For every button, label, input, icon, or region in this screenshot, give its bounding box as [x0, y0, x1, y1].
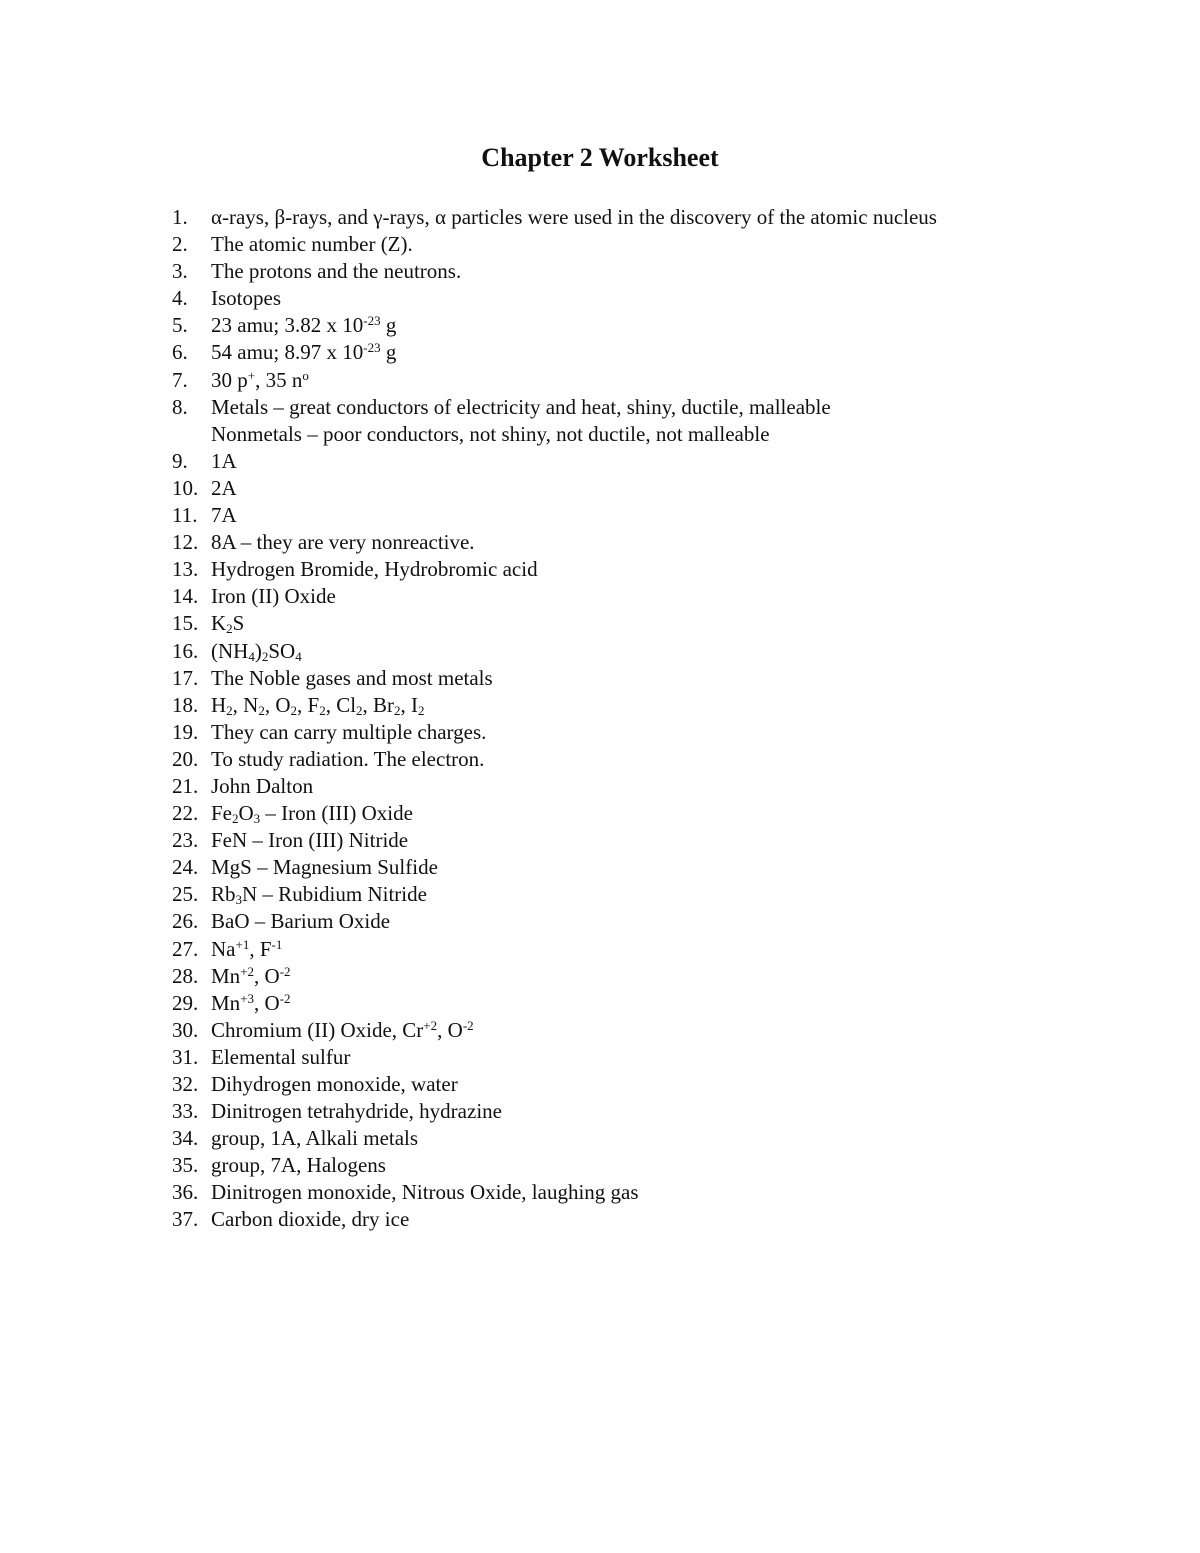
- answer-segment: Mn: [211, 990, 241, 1015]
- answer-text: [211, 610, 244, 637]
- answer-item: [172, 231, 1072, 258]
- answer-segment: , Cl: [325, 692, 357, 717]
- answer-segment: H: [211, 692, 227, 717]
- answer-line: [211, 1044, 350, 1071]
- answer-segment: Iron (II) Oxide: [211, 584, 336, 609]
- subscript: 2: [232, 811, 239, 827]
- answer-text: [211, 936, 282, 963]
- answer-line: [211, 1179, 639, 1206]
- answer-line: [211, 854, 438, 881]
- answer-segment: BaO – Barium Oxide: [211, 909, 391, 934]
- answer-segment: Carbon dioxide, dry ice: [211, 1207, 410, 1232]
- answer-number: 30.: [172, 1017, 199, 1042]
- subscript: 3: [235, 892, 243, 908]
- superscript: -23: [363, 313, 381, 329]
- subscript: 3: [253, 811, 261, 827]
- answer-text: [211, 800, 413, 827]
- answer-item: [172, 881, 1072, 908]
- subscript: 2: [394, 702, 401, 718]
- answer-item: [172, 475, 1072, 502]
- answer-item: [172, 556, 1072, 583]
- answer-item: [172, 692, 1072, 719]
- answer-line: [211, 936, 282, 963]
- answer-line: [211, 231, 413, 258]
- answer-segment: , F: [249, 936, 272, 961]
- answer-text: [211, 583, 336, 610]
- answer-segment: , 35 n: [255, 367, 303, 392]
- answer-text: [211, 448, 237, 475]
- answer-text: [211, 1179, 639, 1206]
- answer-item: [172, 1179, 1072, 1206]
- answer-segment: 2A: [211, 475, 237, 500]
- answer-item: [172, 1206, 1072, 1233]
- answer-text: [211, 556, 538, 583]
- answer-number: 9.: [172, 448, 188, 473]
- answer-item: [172, 746, 1072, 773]
- answer-item: [172, 936, 1072, 963]
- answer-segment: ): [254, 638, 262, 663]
- answer-segment: Dihydrogen monoxide, water: [211, 1072, 458, 1096]
- answer-segment: Chromium (II) Oxide, Cr: [211, 1017, 424, 1042]
- answer-item: [172, 394, 1072, 448]
- answer-segment: Dinitrogen monoxide, Nitrous Oxide, laughing gas: [211, 1180, 639, 1205]
- answer-segment: The atomic number (Z).: [211, 232, 413, 257]
- answer-segment: 7A: [211, 503, 237, 528]
- superscript: -23: [363, 340, 381, 356]
- answer-item: [172, 1071, 1072, 1098]
- answer-text: [211, 367, 309, 394]
- superscript: -1: [271, 936, 283, 952]
- answer-line: [211, 204, 937, 231]
- answer-text: [211, 285, 281, 312]
- answer-number: 31.: [172, 1044, 199, 1069]
- answer-segment: group, 1A, Alkali metals: [211, 1126, 419, 1151]
- answer-segment: Dinitrogen tetrahydride, hydrazine: [211, 1099, 502, 1124]
- answer-segment: , F: [297, 692, 320, 717]
- subscript: 2: [319, 702, 326, 718]
- answer-text: [211, 638, 302, 665]
- answer-text: [211, 529, 475, 556]
- answer-segment: g: [380, 313, 397, 338]
- answer-line: [211, 312, 396, 339]
- answer-list: [172, 204, 1072, 1234]
- answer-segment: , O: [254, 963, 280, 988]
- answer-text: [211, 665, 493, 692]
- answer-segment: 23 amu; 3.82 x 10: [211, 313, 364, 338]
- answer-number: 20.: [172, 746, 199, 771]
- answer-segment: , Br: [362, 692, 395, 717]
- superscript: -2: [279, 990, 291, 1006]
- answer-segment: 8A – they are very nonreactive.: [211, 530, 475, 555]
- answer-line: [211, 475, 237, 502]
- answer-line: [211, 1098, 502, 1125]
- answer-line: [211, 638, 302, 665]
- answer-segment: K: [211, 611, 227, 636]
- answer-segment: α-rays, β-rays, and γ-rays, α particles were used in the discovery of the atomic nucleus: [211, 205, 937, 229]
- answer-line-continued: Nonmetals – poor conductors, not shiny, not ductile, not malleable: [211, 421, 770, 446]
- answer-item: [172, 854, 1072, 881]
- answer-number: 23.: [172, 828, 199, 853]
- subscript: 2: [261, 648, 269, 664]
- answer-number: 37.: [172, 1207, 199, 1232]
- answer-segment: Na: [211, 936, 236, 961]
- answer-text: [211, 854, 438, 881]
- answer-number: 7.: [172, 367, 188, 392]
- page-title: Chapter 2 Worksheet: [481, 143, 719, 172]
- answer-text: [211, 231, 413, 258]
- answer-segment: – Iron (III) Oxide: [260, 801, 413, 826]
- answer-number: 16.: [172, 638, 199, 663]
- answer-line: [211, 529, 475, 556]
- answer-segment: , O: [437, 1017, 463, 1042]
- answer-segment: Elemental sulfur: [211, 1044, 351, 1069]
- answer-line: [211, 665, 493, 692]
- answer-line: [211, 367, 309, 394]
- answer-segment: , O: [254, 990, 280, 1015]
- answer-item: [172, 1017, 1072, 1044]
- subscript: 2: [290, 702, 298, 718]
- answer-item: [172, 610, 1072, 637]
- answer-line: [211, 773, 313, 800]
- answer-text: [211, 773, 313, 800]
- answer-number: 32.: [172, 1072, 199, 1096]
- answer-text: [211, 312, 396, 339]
- answer-text: [211, 881, 427, 908]
- answer-item: [172, 204, 1072, 231]
- answer-number: 34.: [172, 1126, 199, 1151]
- answer-segment: Rb: [211, 882, 236, 907]
- answer-line: [211, 990, 291, 1017]
- answer-segment: , O: [264, 692, 291, 717]
- answer-line: [211, 719, 486, 746]
- answer-text: [211, 827, 408, 854]
- answer-item: [172, 827, 1072, 854]
- answer-segment: Metals – great conductors of electricity and heat, shiny, ductile, malleable: [211, 394, 831, 419]
- answer-line: [211, 610, 244, 637]
- answer-number: 8.: [172, 394, 188, 419]
- answer-text: [211, 990, 291, 1017]
- answer-segment: O: [238, 801, 254, 826]
- answer-number: 28.: [172, 963, 199, 988]
- answer-segment: They can carry multiple charges.: [211, 719, 487, 744]
- answer-line: [211, 692, 425, 719]
- answer-segment: SO: [268, 638, 296, 663]
- superscript: +2: [423, 1017, 438, 1033]
- answer-number: 25.: [172, 882, 199, 907]
- answer-number: 18.: [172, 692, 199, 717]
- answer-text: [211, 394, 831, 448]
- answer-number: 11.: [172, 503, 198, 528]
- answer-line: [211, 583, 336, 610]
- answer-number: 12.: [172, 530, 199, 555]
- answer-line: [211, 1152, 386, 1179]
- answer-segment: , I: [400, 692, 419, 717]
- answer-number: 5.: [172, 313, 188, 338]
- answer-line: [211, 394, 831, 421]
- answer-text: [211, 908, 390, 935]
- answer-text: [211, 692, 425, 719]
- answer-item: [172, 448, 1072, 475]
- answer-text: [211, 204, 937, 231]
- answer-item: [172, 502, 1072, 529]
- answer-line: [211, 881, 427, 908]
- answer-item: [172, 367, 1072, 394]
- answer-text: [211, 1125, 418, 1152]
- answer-item: [172, 719, 1072, 746]
- answer-number: 29.: [172, 990, 199, 1015]
- answer-item: [172, 339, 1072, 366]
- answer-number: 22.: [172, 801, 199, 826]
- answer-line: [211, 746, 484, 773]
- superscript: +1: [235, 936, 250, 952]
- answer-text: [211, 502, 237, 529]
- subscript: 2: [226, 702, 233, 718]
- answer-number: 13.: [172, 557, 199, 582]
- answer-text: [211, 1044, 350, 1071]
- answer-number: 6.: [172, 340, 188, 365]
- answer-segment: , N: [232, 692, 259, 717]
- answer-line: [211, 258, 461, 285]
- answer-number: 21.: [172, 773, 199, 798]
- superscript: +2: [240, 963, 255, 979]
- answer-item: [172, 1125, 1072, 1152]
- answer-segment: To study radiation. The electron.: [211, 746, 485, 771]
- answer-text: [211, 1017, 474, 1044]
- answer-line: [211, 1206, 409, 1233]
- answer-number: 26.: [172, 909, 199, 934]
- answer-line: [211, 963, 291, 990]
- answer-number: 35.: [172, 1153, 199, 1178]
- answer-segment: Isotopes: [211, 286, 281, 311]
- answer-number: 2.: [172, 232, 188, 257]
- answer-item: [172, 800, 1072, 827]
- superscript: -2: [462, 1017, 474, 1033]
- answer-line: [211, 556, 538, 583]
- answer-line: [211, 800, 413, 827]
- subscript: 4: [295, 648, 302, 664]
- answer-line: [211, 502, 237, 529]
- superscript: -2: [279, 963, 291, 979]
- subscript: 2: [418, 702, 425, 718]
- answer-line: [211, 908, 390, 935]
- answer-item: [172, 665, 1072, 692]
- answer-item: [172, 583, 1072, 610]
- answer-number: 10.: [172, 475, 199, 500]
- answer-item: [172, 312, 1072, 339]
- answer-segment: (NH: [211, 638, 249, 663]
- answer-number: 4.: [172, 286, 188, 311]
- answer-item: [172, 1152, 1072, 1179]
- answer-segment: group, 7A, Halogens: [211, 1153, 386, 1178]
- answer-text: [211, 258, 461, 285]
- answer-line: [211, 339, 396, 366]
- answer-number: 19.: [172, 719, 199, 744]
- answer-item: [172, 529, 1072, 556]
- answer-segment: g: [380, 340, 397, 365]
- answer-item: [172, 990, 1072, 1017]
- answer-segment: N – Rubidium Nitride: [242, 882, 427, 907]
- answer-item: [172, 258, 1072, 285]
- subscript: 4: [248, 648, 255, 664]
- answer-number: 3.: [172, 259, 188, 284]
- subscript: 2: [356, 702, 363, 718]
- superscript: +3: [240, 990, 255, 1006]
- answer-line: [211, 1017, 474, 1044]
- answer-item: [172, 908, 1072, 935]
- answer-text: [211, 1152, 386, 1179]
- answer-number: 33.: [172, 1099, 199, 1124]
- answer-text: [211, 1071, 458, 1098]
- answer-item: [172, 963, 1072, 990]
- answer-segment: Mn: [211, 963, 241, 988]
- answer-number: 36.: [172, 1180, 199, 1205]
- answer-item: [172, 1044, 1072, 1071]
- answer-segment: FeN – Iron (III) Nitride: [211, 828, 409, 853]
- answer-number: 27.: [172, 936, 199, 961]
- answer-line: [211, 1071, 458, 1098]
- answer-segment: 54 amu; 8.97 x 10: [211, 340, 364, 365]
- answer-segment: S: [232, 611, 245, 636]
- answer-item: [172, 638, 1072, 665]
- subscript: 2: [258, 702, 265, 718]
- superscript: +: [247, 367, 256, 383]
- answer-segment: Hydrogen Bromide, Hydrobromic acid: [211, 557, 538, 582]
- answer-number: 24.: [172, 855, 199, 880]
- answer-segment: Fe: [211, 801, 232, 826]
- answer-segment: The Noble gases and most metals: [211, 665, 493, 690]
- answer-number: 17.: [172, 665, 199, 690]
- answer-number: 1.: [172, 205, 188, 229]
- answer-segment: MgS – Magnesium Sulfide: [211, 855, 438, 880]
- answer-text: [211, 746, 484, 773]
- answer-item: [172, 285, 1072, 312]
- answer-line: [211, 448, 237, 475]
- answer-line: [211, 827, 408, 854]
- answer-text: [211, 719, 486, 746]
- answer-text: [211, 1206, 409, 1233]
- answer-segment: 1A: [211, 448, 237, 473]
- answer-segment: The protons and the neutrons.: [211, 259, 462, 284]
- answer-text: [211, 339, 396, 366]
- answer-item: [172, 1098, 1072, 1125]
- superscript: o: [302, 367, 309, 383]
- answer-text: [211, 1098, 502, 1125]
- answer-item: [172, 773, 1072, 800]
- answer-text: [211, 475, 237, 502]
- answer-line: [211, 1125, 418, 1152]
- answer-line: [211, 285, 281, 312]
- subscript: 2: [226, 621, 233, 637]
- answer-number: 14.: [172, 584, 199, 609]
- answer-text: [211, 963, 291, 990]
- answer-number: 15.: [172, 611, 199, 636]
- answer-segment: 30 p: [211, 367, 248, 392]
- answer-segment: John Dalton: [211, 773, 314, 798]
